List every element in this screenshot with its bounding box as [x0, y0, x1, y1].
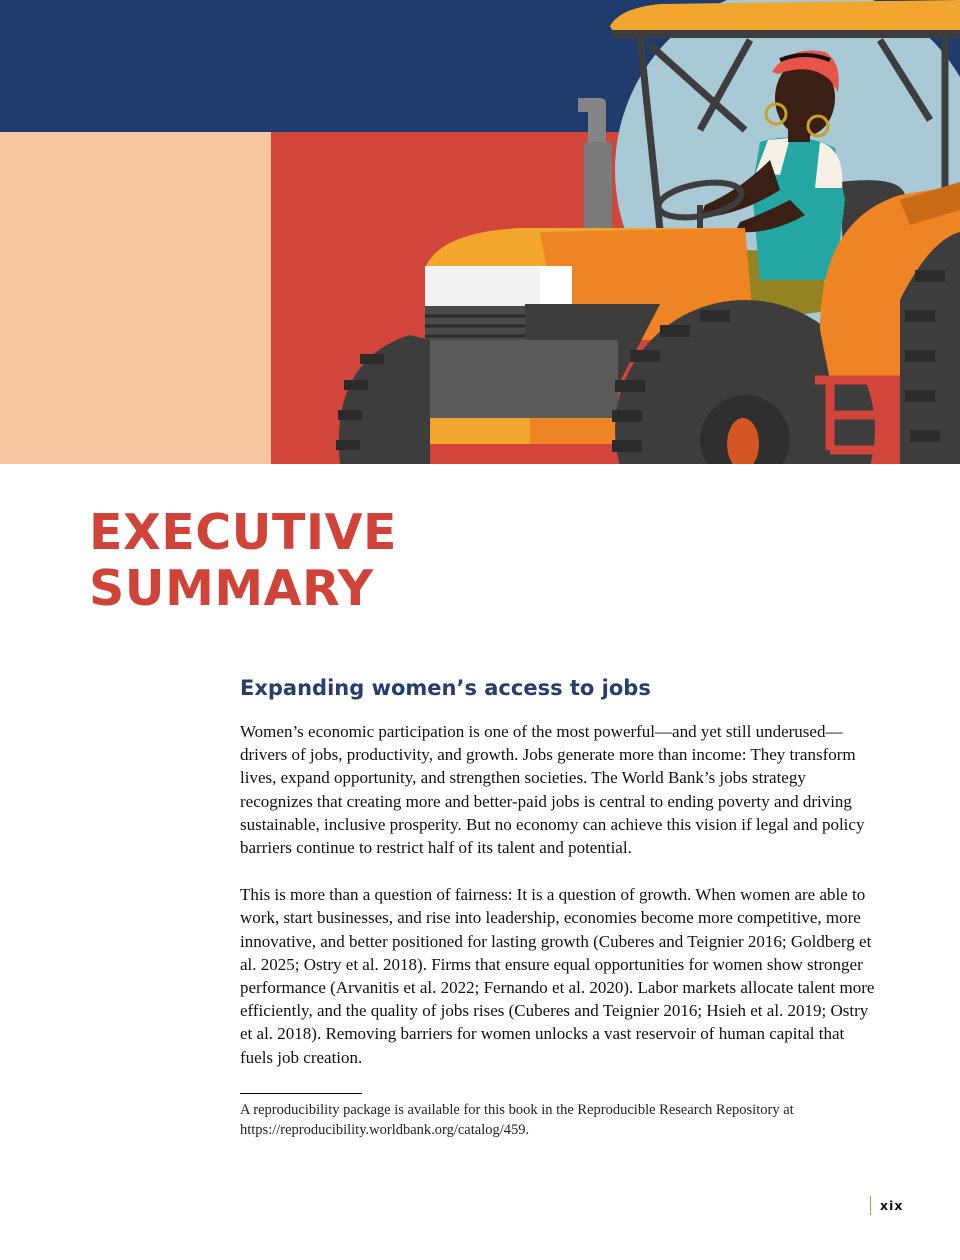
body-paragraph-1: Women’s economic participation is one of the most powerful—and yet still underused—drivers of jobs, productivity, and growth. Jobs generate more than income: They transform lives, expand opportunity, and strengthen societies. The World Bank’s jobs strategy recognizes that creating more and better-paid jobs is central to ending poverty and driving sustainable, inclusive prosperity. But no economy can achieve this vision if legal and policy barriers continue to restrict half of its talent and potential.	[240, 722, 865, 858]
peach-block	[0, 132, 271, 464]
title-line-2: SUMMARY	[89, 560, 374, 617]
tractor-illustration	[0, 0, 960, 464]
tractor-headlight	[425, 266, 540, 306]
hero-illustration	[0, 0, 960, 464]
title-line-1: EXECUTIVE	[89, 504, 398, 561]
footnote: A reproducibility package is available for this book in the Reproducible Research Repository at https://reproducibility.worldbank.org/catalog/459.	[240, 1101, 794, 1138]
page-number: xix	[870, 1196, 903, 1215]
front-bumper	[418, 418, 543, 444]
footnote-divider	[240, 1093, 362, 1094]
canopy-edge	[612, 30, 960, 38]
page-title	[89, 505, 397, 617]
section-heading: Expanding women’s access to jobs	[240, 676, 651, 700]
exhaust-body	[584, 142, 612, 230]
main-content	[240, 672, 880, 1140]
body-paragraph-2: This is more than a question of fairness: It is a question of growth. When women are able to work, start businesses, and rise into leadership, economies become more competitive, more innovative, and better positioned for lasting growth (Cuberes and Teignier 2016; Goldberg et al. 2025; Ostry et al. 2018). Firms that ensure equal opportunities for women show stronger performance (Arvanitis et al. 2022; Fernando et al. 2020). Labor markets allocate talent more efficiently, and the quality of jobs rises (Cuberes and Teignier 2016; Hsieh et al. 2019; Ostry et al. 2018). Removing barriers for women unlocks a vast reservoir of human capital that fuels job creation.	[240, 885, 875, 1067]
